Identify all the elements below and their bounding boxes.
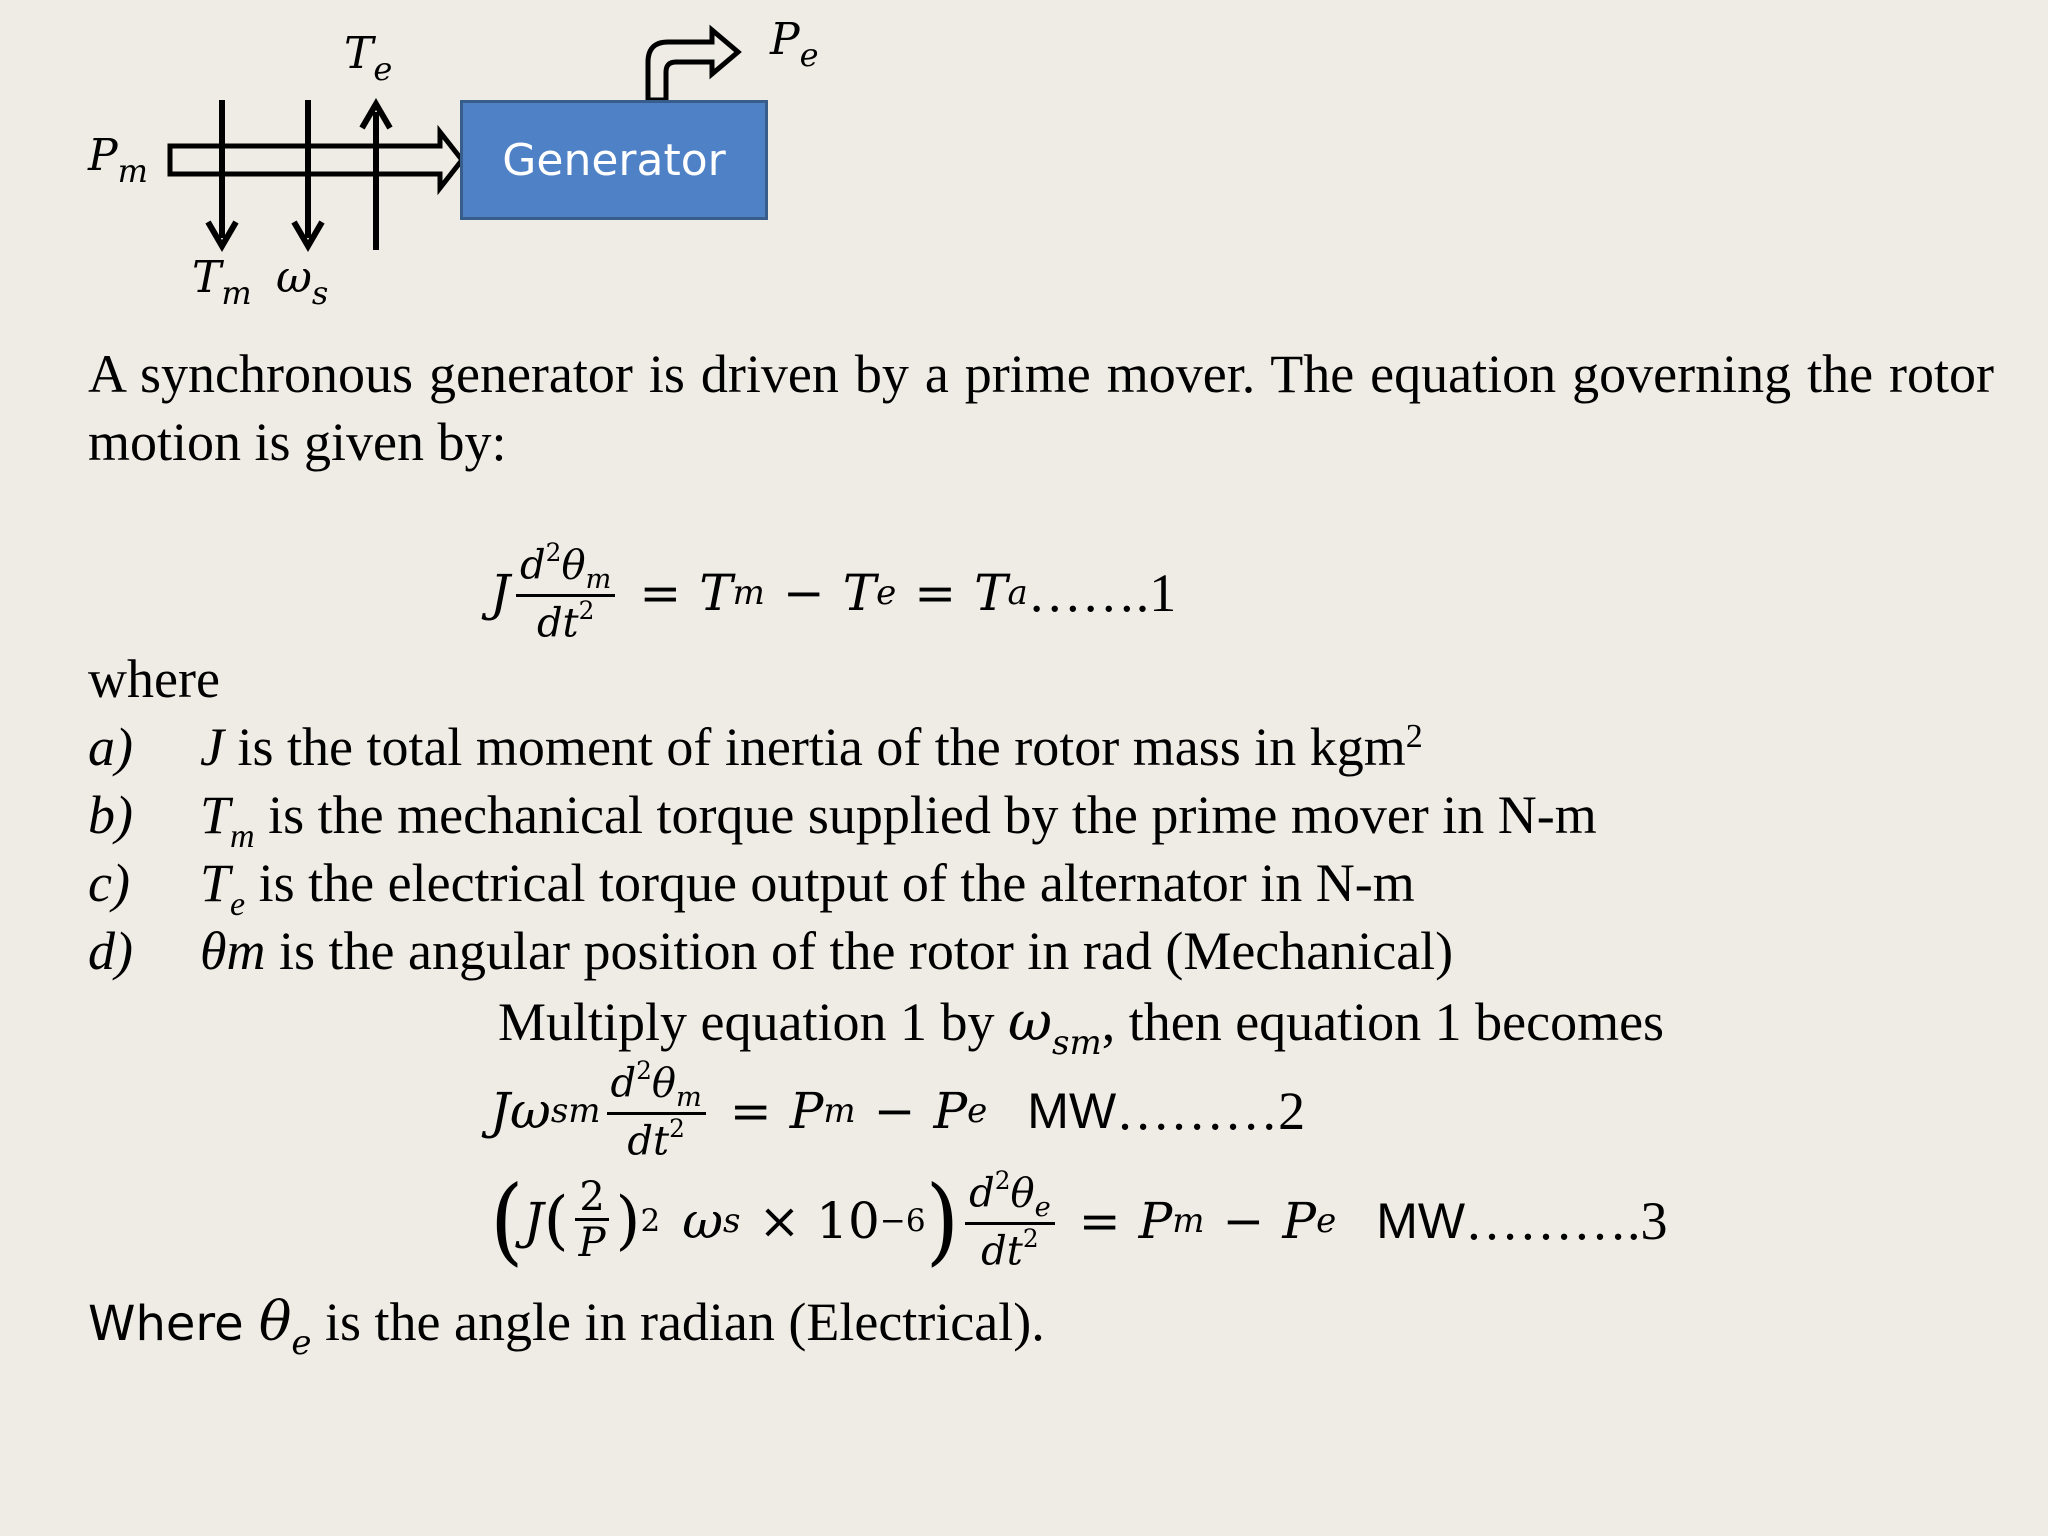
eq1-inertia: J <box>490 563 511 622</box>
eq2-tag: ………2 <box>1116 1080 1306 1141</box>
pe-label: $P_e$ <box>770 14 819 74</box>
definition-item-d: d) θm is the angular position of the rotor in rad (Mechanical) <box>88 921 1454 981</box>
tm-label: $T_m$ <box>192 252 252 312</box>
definition-item-a: a) J is the total moment of inertia of the rotor mass in kgm$^2$ <box>88 717 1423 777</box>
generator-label: Generator <box>502 134 726 186</box>
where-label: where <box>88 649 220 709</box>
eq3-inner-fraction: $\frac{2}{P}$ <box>575 1176 610 1265</box>
ws-label: $\omega_s$ <box>276 252 329 312</box>
pm-label: $P_m$ <box>88 130 148 190</box>
eq3-fraction: $\frac{d^2\theta_e}{dt^2}$ <box>965 1168 1055 1274</box>
equation-2: J ω sm $\frac{d^2\theta_m}{dt^2}$ = P m − P e MW ………2 <box>490 1056 1306 1165</box>
closing-statement: Where $\theta_e$ is the angle in radian (Electrical). <box>88 1290 1045 1363</box>
equation-1: J $\frac{d^2\theta_m}{dt^2}$ = T m − T e = T a …….1 <box>490 538 1177 647</box>
eq2-fraction: $\frac{d^2\theta_m}{dt^2}$ <box>607 1058 706 1164</box>
mechanical-power-arrow <box>170 132 462 188</box>
equation-3: ( J ( $\frac{2}{P}$ ) 2 ω s × 10 −6 ) $\frac{d^2\theta_e}{dt^2}$ = P m − P e MW ……….3 <box>490 1165 1668 1276</box>
te-label: $T_e$ <box>344 28 393 88</box>
definition-item-b: b) $T_m$ is the mechanical torque supplied by the prime mover in N-m <box>88 785 1597 855</box>
generator-box <box>460 100 768 220</box>
intro-paragraph: A synchronous generator is driven by a prime mover. The equation governing the rotor motion is given by: <box>88 344 1994 472</box>
eq1-fraction: $\frac{d^2\theta_m}{dt^2}$ <box>516 540 615 646</box>
electrical-power-arrow <box>648 30 738 100</box>
generator-diagram <box>0 0 900 330</box>
multiply-statement: Multiply equation 1 by $\omega_{sm}$, then equation 1 becomes <box>498 990 1665 1063</box>
eq1-tag: …….1 <box>1027 562 1177 623</box>
definition-item-c: c) $T_e$ is the electrical torque output of the alternator in N-m <box>88 853 1415 923</box>
eq3-tag: ……….3 <box>1465 1190 1668 1251</box>
